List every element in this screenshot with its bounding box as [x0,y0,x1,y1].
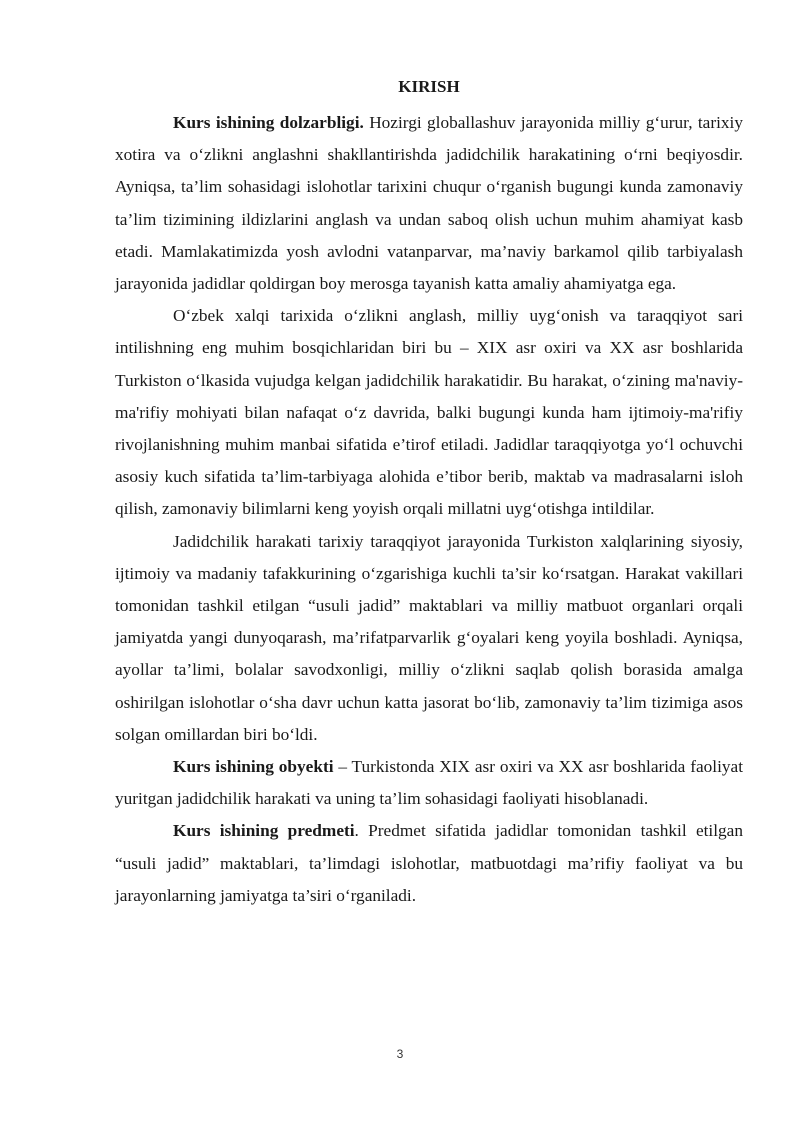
paragraph-lead: Kurs ishining predmeti [173,821,355,841]
paragraph-text: Hozirgi globallashuv jarayonida milliy g‘urur, tarixiy xotira va o‘zlikni anglashni shakllantirishda jadidchilik harakatining o‘rni beqiyosdir. Ayniqsa, ta’lim sohasidagi islohotlar tarixini chuqur o‘rganish bugungi kunda zamonaviy ta’lim tizimining ildizlarini anglash va undan saboq olish uchun muhim ahamiyat kasb etadi. Mamlakatimizda yosh avlodni vatanparvar, ma’naviy barkamol qilib tarbiyalash jarayonida jadidlar qoldirgan boy merosga tayanish katta amaliy ahamiyatga ega. [115,113,743,294]
document-body [115,107,743,912]
paragraph-history [115,300,743,525]
paragraph-text: Jadidchilik harakati tarixiy taraqqiyot jarayonida Turkiston xalqlarining siyosiy, ijtimoiy va madaniy tafakkurining o‘zgarishiga kuchli ta’sir ko‘rsatgan. Harakat vakillari tomonidan tashkil etilgan “usuli jadid” maktablari va milliy matbuot organlari orqali jamiyatda yangi dunyoqarash, ma’rifatparvarlik g‘oyalari keng yoyila boshladi. Ayniqsa, ayollar ta’limi, bolalar savodxonligi, milliy o‘zlikni saqlab qolish borasida amalga oshirilgan islohotlar o‘sha davr uchun katta jasorat bo‘lib, zamonaviy ta’lim tizimiga asos solgan omillardan biri bo‘ldi. [115,531,743,744]
paragraph-object [115,751,743,815]
paragraph-text: . Predmet sifatida jadidlar tomonidan tashkil etilgan “usuli jadid” maktablari, ta’limdagi islohotlar, matbuotdagi ma’rifiy faoliyat va bu jarayonlarning jamiyatga ta’siri o‘rganiladi. [115,821,743,905]
paragraph-relevance [115,107,743,300]
section-title: KIRISH [398,77,460,96]
paragraph-lead: Kurs ishining dolzarbligi. [173,113,364,132]
paragraph-text: O‘zbek xalqi tarixida o‘zlikni anglash, milliy uyg‘onish va taraqqiyot sari intilishning eng muhim bosqichlaridan biri bu – XIX asr oxiri va XX asr boshlarida Turkiston o‘lkasida vujudga kelgan jadidchilik harakatidir. Bu harakat, o‘zining ma'naviy-ma'rifiy mohiyati bilan nafaqat o‘z davrida, balki bugungi kunda ham ijtimoiy-ma'rifiy rivojlanishning muhim manbai sifatida e’tirof etiladi. Jadidlar taraqqiyotga yo‘l ochuvchi asosiy kuch sifatida ta’lim-tarbiyaga alohida e’tibor berib, maktab va madrasalarni isloh qilish, zamonaviy bilimlarni keng yoyish orqali millatni uyg‘otishga intildilar. [115,306,743,519]
paragraph-text: – Turkistonda XIX asr oxiri va XX asr boshlarida faoliyat yuritgan jadidchilik harakati va uning ta’lim sohasidagi faoliyati hisoblanadi. [115,757,743,809]
paragraph-lead: Kurs ishining obyekti [173,757,334,777]
paragraph-movement [115,526,743,751]
page-number: 3 [396,1047,404,1061]
paragraph-subject [115,815,743,912]
